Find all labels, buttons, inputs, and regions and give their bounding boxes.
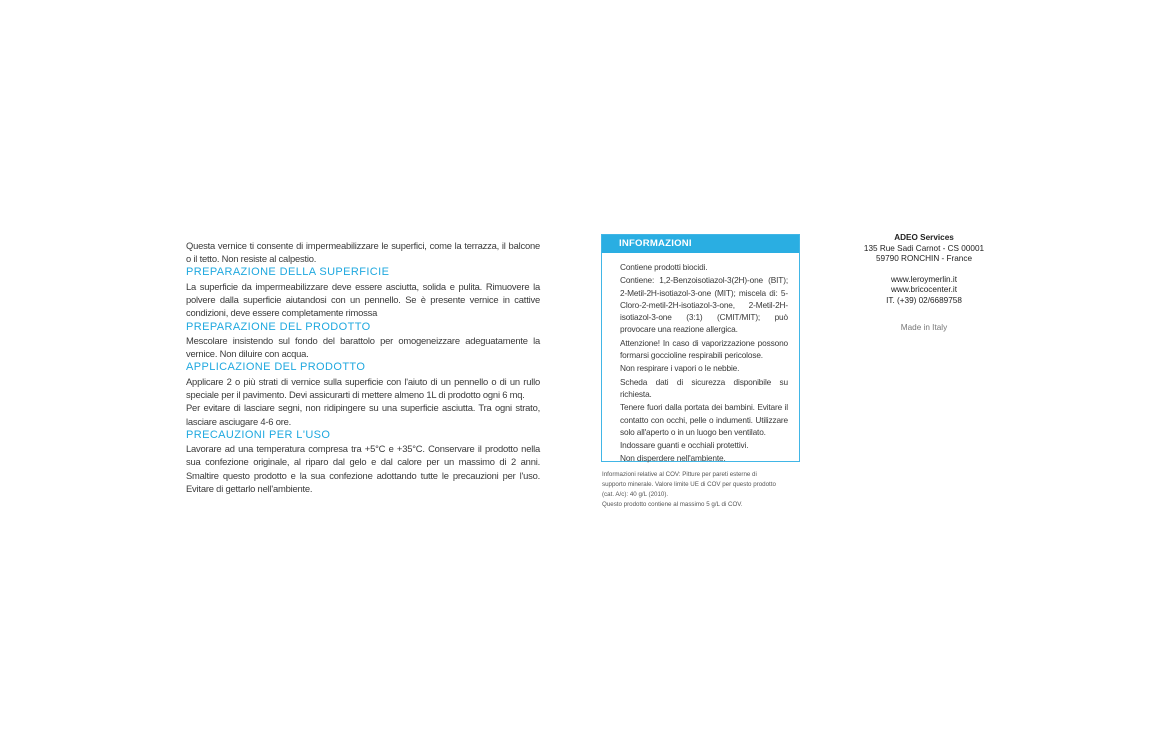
heading-product-preparation: PREPARAZIONE DEL PRODOTTO — [186, 320, 371, 333]
info-line: Contiene prodotti biocidi. — [620, 262, 708, 272]
voc-note-line: Informazioni relative al COV: Pitture per pareti esterne di supporto minerale. Valore limite UE di COV per questo prodotto (cat. A/c): 40 g/L (2010). — [602, 471, 776, 498]
made-in-label: Made in Italy — [900, 322, 948, 332]
info-line: Tenere fuori dalla portata dei bambini. Evitare il contatto con occhi, pelle o indumenti. Utilizzare solo all'aperto o in un luogo ben ventilato. — [620, 402, 788, 437]
info-box — [601, 234, 800, 462]
phone-number: IT. (+39) 02/6689758 — [886, 295, 962, 305]
info-line: Contiene: 1,2-Benzoisotiazol-3(2H)-one (BIT); 2-Metil-2H-isotiazol-3-one (MIT); miscela di: 5-Cloro-2-metil-2H-isotiazol-3-one, 2-Metil-2H-isotiazol-3-one (3:1) (CMIT/MIT); può provocare una reazione allergica. — [620, 275, 788, 335]
precautions-text: Lavorare ad una temperatura compresa tra +5°C e +35°C. Conservare il prodotto nella sua confezione originale, al riparo dal gelo e dal calore per un massimo di 2 anni. Smaltire questo prodotto e la sua confezione adottando tutte le precauzioni per l'uso. Evitare di gettarlo nell'ambiente. — [186, 443, 540, 494]
website-link: www.bricocenter.it — [891, 285, 957, 295]
application-text-2: Per evitare di lasciare segni, non ridipingere su una superficie asciutta. Tra ogni strato, lasciare asciugare 4-6 ore. — [186, 402, 540, 427]
info-line: Non respirare i vapori o le nebbie. — [620, 363, 740, 374]
company-address-line: 59790 RONCHIN - France — [875, 254, 972, 264]
heading-application: APPLICAZIONE DEL PRODOTTO — [186, 361, 366, 374]
info-line: Attenzione! In caso di vaporizzazione possono formarsi goccioline respirabili pericolose. — [620, 337, 788, 361]
info-body — [602, 253, 799, 465]
surface-preparation-text: La superficie da impermeabilizzare deve essere asciutta, solida e pulita. Rimuovere la polvere dalla superficie aiutandosi con un pennello. Se è presente vernice in cattive condizioni, deve essere completamente rimossa — [186, 280, 540, 319]
product-preparation-text: Mescolare insistendo sul fondo del barattolo per omogeneizzare adeguatamente la vernice. Non diluire con acqua. — [186, 335, 540, 360]
info-title: INFORMAZIONI — [602, 235, 799, 253]
heading-precautions: PRECAUZIONI PER L'USO — [186, 428, 331, 441]
info-line: Scheda dati di sicurezza disponibile su richiesta. — [620, 376, 788, 399]
company-info — [850, 233, 998, 333]
heading-surface-preparation: PREPARAZIONE DELLA SUPERFICIE — [186, 266, 390, 279]
intro-text: Questa vernice ti consente di impermeabilizzare le superfici, come la terrazza, il balcone o il tetto. Non resiste al calpestio. — [186, 240, 540, 265]
application-text: Applicare 2 o più strati di vernice sulla superficie con l'aiuto di un pennello o di un rullo speciale per il pavimento. Devi assicurarti di mettere almeno 1L di prodotto ogni 6 mq. — [186, 375, 540, 401]
info-line: Non disperdere nell'ambiente. — [620, 453, 726, 464]
product-description — [186, 239, 540, 495]
info-line: Indossare guanti e occhiali protettivi. — [620, 440, 749, 451]
website-link: www.leroymerlin.it — [891, 274, 957, 284]
company-address-line: 135 Rue Sadi Carnot - CS 00001 — [863, 243, 985, 253]
company-name: ADEO Services — [894, 233, 954, 242]
voc-note-line: Questo prodotto contiene al massimo 5 g/L di COV. — [602, 501, 743, 508]
voc-note — [602, 470, 782, 510]
